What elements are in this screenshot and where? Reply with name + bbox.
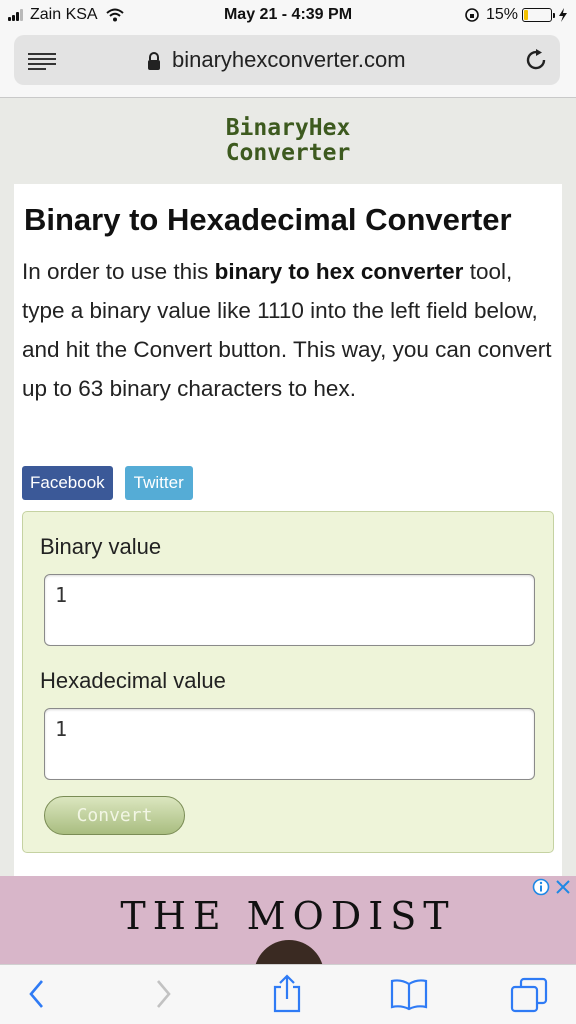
url-text[interactable]: binaryhexconverter.com: [172, 47, 406, 72]
orientation-lock-icon: [464, 7, 480, 23]
binary-value-input[interactable]: 1: [44, 574, 535, 646]
logo-line-1: BinaryHex: [225, 115, 351, 141]
logo-line-2: Converter: [225, 140, 351, 166]
intro-text-end: tool, type a binary value like 1110 into the left field below, and hit the Convert button. This way, you can convert up to 63 binary characters to hex.: [22, 259, 552, 401]
converter-form: [22, 511, 554, 853]
battery-icon: [522, 8, 552, 22]
intro-text-start: In order to use this: [22, 259, 215, 284]
content-card: [14, 184, 562, 876]
intro-text: [22, 252, 556, 408]
reload-icon[interactable]: [524, 48, 548, 72]
ad-info-icon[interactable]: [532, 878, 550, 896]
battery-fill: [524, 10, 528, 20]
status-bar: [0, 0, 576, 32]
battery-percent: 15%: [485, 6, 518, 23]
share-icon[interactable]: [272, 973, 302, 1013]
browser-url-area: [0, 32, 576, 98]
ad-banner[interactable]: [0, 876, 576, 964]
bookmarks-icon[interactable]: [390, 977, 428, 1011]
menu-icon[interactable]: [28, 52, 56, 70]
hex-value-label: Hexadecimal value: [40, 668, 226, 693]
convert-button[interactable]: Convert: [44, 796, 185, 835]
twitter-button[interactable]: Twitter: [125, 466, 193, 500]
lock-icon: [146, 51, 162, 71]
facebook-button[interactable]: Facebook: [22, 466, 113, 500]
status-right: [464, 6, 568, 24]
forward-icon[interactable]: [152, 977, 174, 1011]
share-buttons: [22, 466, 193, 500]
site-logo[interactable]: [0, 116, 576, 166]
browser-toolbar: [0, 964, 576, 1024]
page-content: [0, 98, 576, 876]
binary-value-label: Binary value: [40, 534, 162, 559]
ad-text: THE MODIST: [120, 894, 456, 938]
carrier-name: Zain KSA: [30, 6, 98, 23]
back-icon[interactable]: [26, 977, 48, 1011]
ad-controls: [532, 878, 572, 896]
hex-value-output[interactable]: 1: [44, 708, 535, 780]
charging-icon: [558, 8, 568, 22]
battery-tip: [553, 13, 555, 18]
ad-image: [254, 940, 324, 964]
address-bar[interactable]: [14, 35, 560, 85]
status-time: May 21 - 4:39 PM: [223, 6, 353, 23]
page-title: Binary to Hexadecimal Converter: [24, 202, 512, 237]
ad-close-icon[interactable]: [554, 878, 572, 896]
tabs-icon[interactable]: [510, 977, 548, 1013]
intro-text-bold: binary to hex converter: [214, 259, 464, 284]
